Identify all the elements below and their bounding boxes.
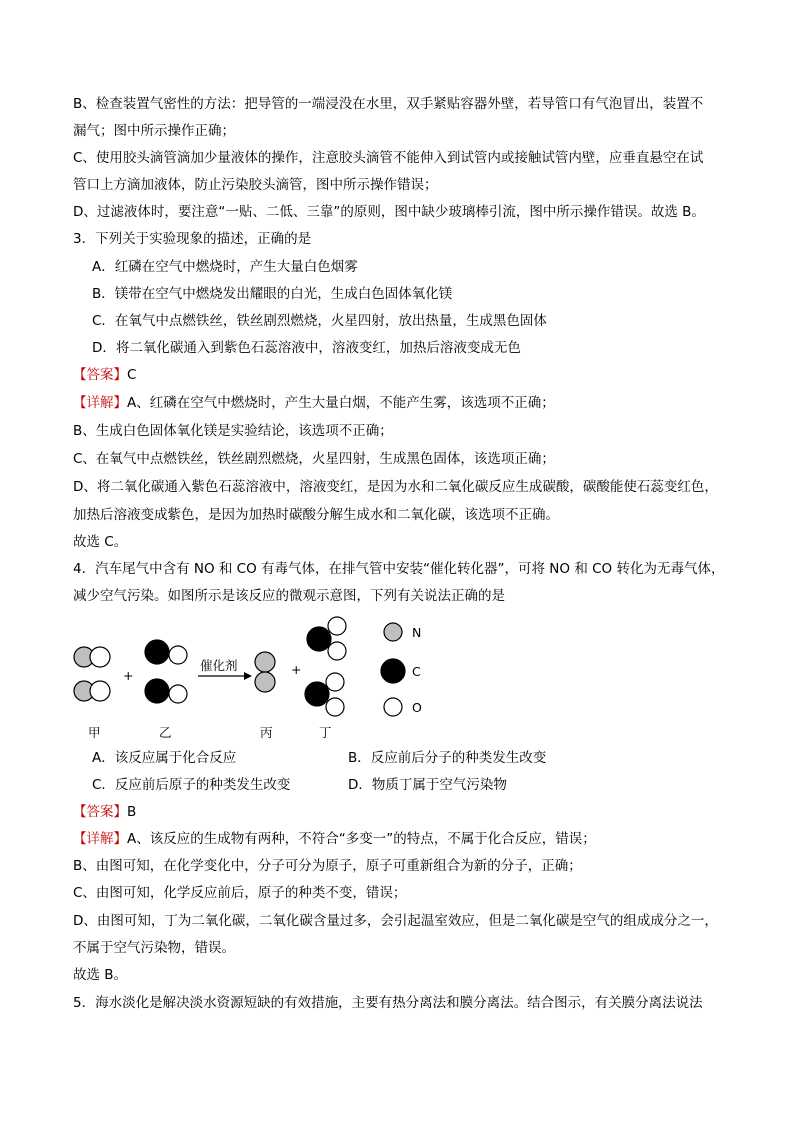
answer-tag: 【答案】 [73,367,127,383]
legend-n [384,623,421,641]
q3-detail-line3: C、在氧气中点燃铁丝，铁丝剧烈燃烧，火星四射，生成黑色固体，该选项正确； [73,451,555,467]
detail-text: A、红磷在空气中燃烧时，产生大量白烟，不能产生雾，该选项不正确； [127,395,555,411]
answer-value: C [127,367,137,383]
q2-option-c-line1: C、使用胶头滴管滴加少量液体的操作，注意胶头滴管不能伸入到试管内或接触试管内壁，应垂直悬空在试 [73,150,704,166]
q3-option-c: C．在氧气中点燃铁丝，铁丝剧烈燃烧，火星四射，放出热量，生成黑色固体 [92,313,547,329]
q2-option-b-line2: 漏气；图中所示操作正确； [73,123,235,139]
q3-answer [73,365,733,385]
q4-detail-line3: C、由图可知，化学反应前后，原子的种类不变，错误； [73,885,407,901]
q4-detail-line5: 不属于空气污染物，错误。 [73,940,235,956]
molecule-jia-1 [74,647,110,667]
q4-detail-line2: B、由图可知，在化学变化中，分子可分为原子，原子可重新组合为新的分子，正确； [73,858,582,874]
detail-tag: 【详解】 [73,395,127,411]
label-bing: 丙 [260,725,273,740]
answer-value: B [127,804,137,820]
molecule-bing [255,652,275,692]
detail-tag: 【详解】 [73,831,127,847]
molecule-jia-2 [74,681,110,701]
q3-option-b: B．镁带在空气中燃烧发出耀眼的白光，生成白色固体氧化镁 [92,286,453,302]
q4-option-a: A．该反应属于化合反应 [92,750,237,766]
plus-sign-1: + [123,668,134,683]
q3-detail-line4: D、将二氧化碳通入紫色石蕊溶液中，溶液变红，是因为水和二氧化碳反应生成碳酸，碳酸能使石蕊变红色， [73,479,718,495]
q3-detail-line2: B、生成白色固体氧化镁是实验结论，该选项不正确； [73,423,393,439]
q4-stem-line1: 4．汽车尾气中含有 NO 和 CO 有毒气体，在排气管中安装“催化转化器”，可将 NO 和 CO 转化为无毒气体， [73,561,725,577]
q4-option-c: C．反应前后原子的种类发生改变 [92,777,291,793]
label-yi: 乙 [159,725,172,740]
q3-stem: 3．下列关于实验现象的描述，正确的是 [73,231,312,247]
q2-option-d: D、过滤液体时，要注意“一贴、二低、三靠”的原则，图中缺少玻璃棒引流，图中所示操作错误。故选 B。 [73,204,705,220]
legend-o [384,698,422,716]
q3-option-a: A．红磷在空气中燃烧时，产生大量白色烟雾 [92,259,358,275]
q4-detail-line1 [73,829,733,849]
svg-text:O: O [412,700,422,715]
q3-detail-line1 [73,393,733,413]
molecule-yi-1 [145,640,187,664]
svg-text:C: C [412,664,421,679]
molecule-yi-2 [145,679,187,703]
molecule-ding-2 [305,673,344,716]
svg-text:N: N [412,625,422,640]
plus-sign-2: + [291,662,302,677]
q3-option-d: D．将二氧化碳通入到紫色石蕊溶液中，溶液变红，加热后溶液变成无色 [92,340,521,356]
molecule-ding-1 [307,617,346,660]
catalyst-label: 催化剂 [200,658,238,673]
q4-conclusion: 故选 B。 [73,967,128,983]
q5-stem: 5．海水淡化是解决淡水资源短缺的有效措施，主要有热分离法和膜分离法。结合图示，有关膜分离法说法 [73,995,703,1011]
q2-option-c-line2: 管口上方滴加液体，防止污染胶头滴管，图中所示操作错误； [73,177,438,193]
q4-answer [73,802,733,822]
q4-option-d: D．物质丁属于空气污染物 [348,777,507,793]
q3-conclusion: 故选 C。 [73,534,128,550]
reaction-micro-diagram [60,608,480,748]
q2-option-b-line1: B、检查装置气密性的方法：把导管的一端浸没在水里，双手紧贴容器外壁，若导管口有气泡冒出，装置不 [73,96,704,112]
reaction-arrow-head [244,672,252,680]
label-ding: 丁 [319,725,332,740]
q4-option-b: B．反应前后分子的种类发生改变 [348,750,547,766]
q3-detail-line5: 加热后溶液变成紫色，是因为加热时碳酸分解生成水和二氧化碳，该选项不正确。 [73,507,559,523]
legend-c [381,659,421,683]
q4-detail-line4: D、由图可知，丁为二氧化碳，二氧化碳含量过多，会引起温室效应，但是二氧化碳是空气的组成成分之一， [73,913,718,929]
label-jia: 甲 [88,725,101,740]
answer-tag: 【答案】 [73,804,127,820]
q4-stem-line2: 减少空气污染。如图所示是该反应的微观示意图，下列有关说法正确的是 [73,588,505,604]
detail-text: A、该反应的生成物有两种，不符合“多变一”的特点，不属于化合反应，错误； [127,831,596,847]
